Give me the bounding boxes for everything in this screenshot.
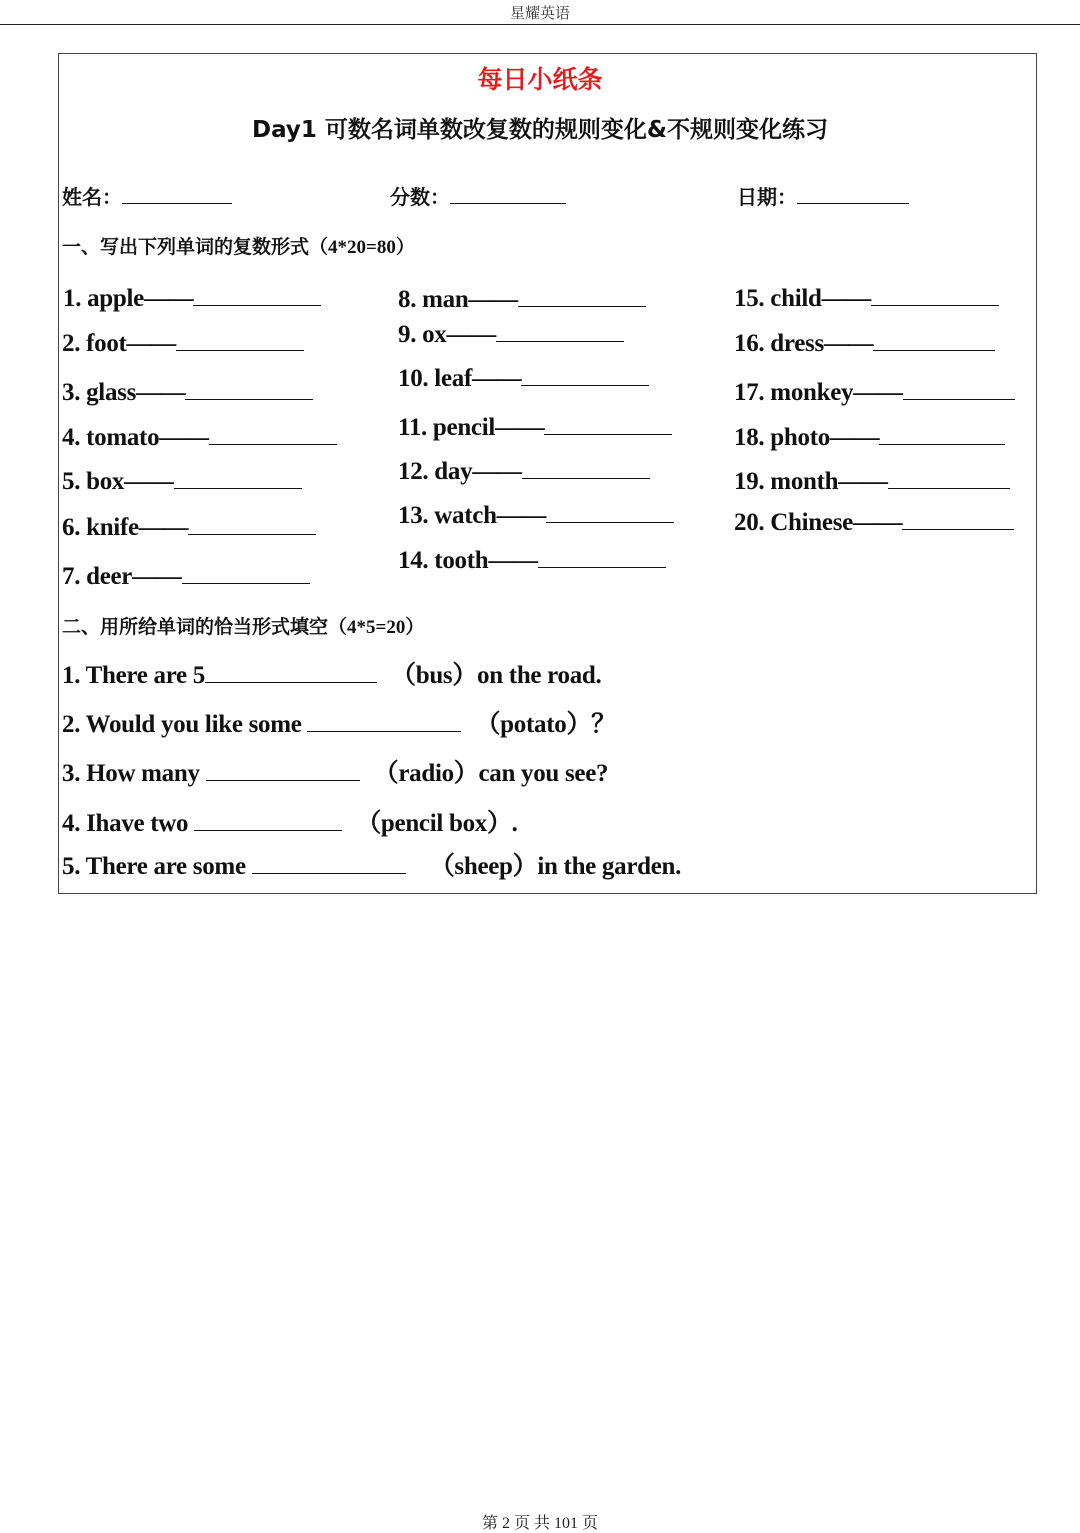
section-1-label: 一、写出下列单词的复数形式 xyxy=(62,236,310,258)
word-item: 15. child—— xyxy=(734,280,999,313)
word-item: 13. watch—— xyxy=(398,497,674,530)
word-item: 14. tooth—— xyxy=(398,542,666,575)
page-footer: 第 2 页 共 101 页 xyxy=(481,1515,598,1532)
date-blank[interactable] xyxy=(797,183,909,204)
answer-blank[interactable] xyxy=(194,805,342,831)
answer-blank[interactable] xyxy=(546,497,674,523)
answer-blank[interactable] xyxy=(544,409,672,435)
answer-blank[interactable] xyxy=(496,316,624,342)
answer-blank[interactable] xyxy=(902,504,1014,530)
section-2-heading xyxy=(62,612,424,639)
word-item: 7. deer—— xyxy=(62,558,310,591)
word-item: 3. glass—— xyxy=(62,374,313,407)
word-item: 20. Chinese—— xyxy=(734,504,1014,537)
score-field[interactable] xyxy=(390,181,566,210)
word-item: 6. knife—— xyxy=(62,509,316,542)
word-item: 11. pencil—— xyxy=(398,409,672,442)
answer-blank[interactable] xyxy=(522,453,650,479)
answer-blank[interactable] xyxy=(174,463,302,489)
answer-blank[interactable] xyxy=(182,558,310,584)
answer-blank[interactable] xyxy=(879,419,1005,445)
answer-blank[interactable] xyxy=(205,657,377,683)
answer-blank[interactable] xyxy=(206,755,360,781)
word-item: 5. box—— xyxy=(62,463,302,496)
answer-blank[interactable] xyxy=(176,325,304,351)
word-item: 8. man—— xyxy=(398,281,646,314)
section-1-points: （4*20=80） xyxy=(309,237,415,258)
answer-blank[interactable] xyxy=(185,374,313,400)
sentence-item: 3. How many （radio）can you see? xyxy=(62,753,608,789)
answer-blank[interactable] xyxy=(871,280,999,306)
word-item: 12. day—— xyxy=(398,453,650,486)
word-item: 4. tomato—— xyxy=(62,419,337,452)
word-item: 10. leaf—— xyxy=(398,360,649,393)
answer-blank[interactable] xyxy=(252,848,406,874)
worksheet-subtitle: Day1 可数名词单数改复数的规则变化&不规则变化练习 xyxy=(252,117,828,143)
section-2-label: 二、用所给单词的恰当形式填空 xyxy=(62,616,329,638)
answer-blank[interactable] xyxy=(518,281,646,307)
section-2-points: （4*5=20） xyxy=(328,617,425,638)
answer-blank[interactable] xyxy=(193,280,321,306)
word-item: 17. monkey—— xyxy=(734,374,1015,407)
name-blank[interactable] xyxy=(122,183,232,204)
answer-blank[interactable] xyxy=(188,509,316,535)
word-item: 2. foot—— xyxy=(62,325,304,358)
answer-blank[interactable] xyxy=(903,374,1015,400)
section-1-heading xyxy=(62,232,415,259)
word-item: 1. apple—— xyxy=(63,280,321,313)
answer-blank[interactable] xyxy=(538,542,666,568)
name-label: 姓名： xyxy=(62,185,122,209)
score-label: 分数： xyxy=(390,185,450,209)
word-item: 18. photo—— xyxy=(734,419,1005,452)
answer-blank[interactable] xyxy=(307,706,461,732)
sentence-item: 2. Would you like some （potato）？ xyxy=(62,704,616,740)
word-item: 19. month—— xyxy=(734,463,1010,496)
page-header xyxy=(0,0,1080,25)
answer-blank[interactable] xyxy=(888,463,1010,489)
score-blank[interactable] xyxy=(450,183,566,204)
sentence-item: 5. There are some （sheep）in the garden. xyxy=(62,846,681,882)
name-field[interactable] xyxy=(62,181,232,210)
answer-blank[interactable] xyxy=(873,325,995,351)
answer-blank[interactable] xyxy=(209,419,337,445)
header-text: 星耀英语 xyxy=(509,6,570,22)
date-label: 日期： xyxy=(737,185,797,209)
word-item: 16. dress—— xyxy=(734,325,995,358)
worksheet-title: 每日小纸条 xyxy=(477,65,603,94)
date-field[interactable] xyxy=(737,181,909,210)
sentence-item: 4. Ihave two （pencil box）. xyxy=(62,803,518,839)
word-item: 9. ox—— xyxy=(398,316,624,349)
sentence-item: 1. There are 5 （bus）on the road. xyxy=(62,655,601,691)
answer-blank[interactable] xyxy=(521,360,649,386)
